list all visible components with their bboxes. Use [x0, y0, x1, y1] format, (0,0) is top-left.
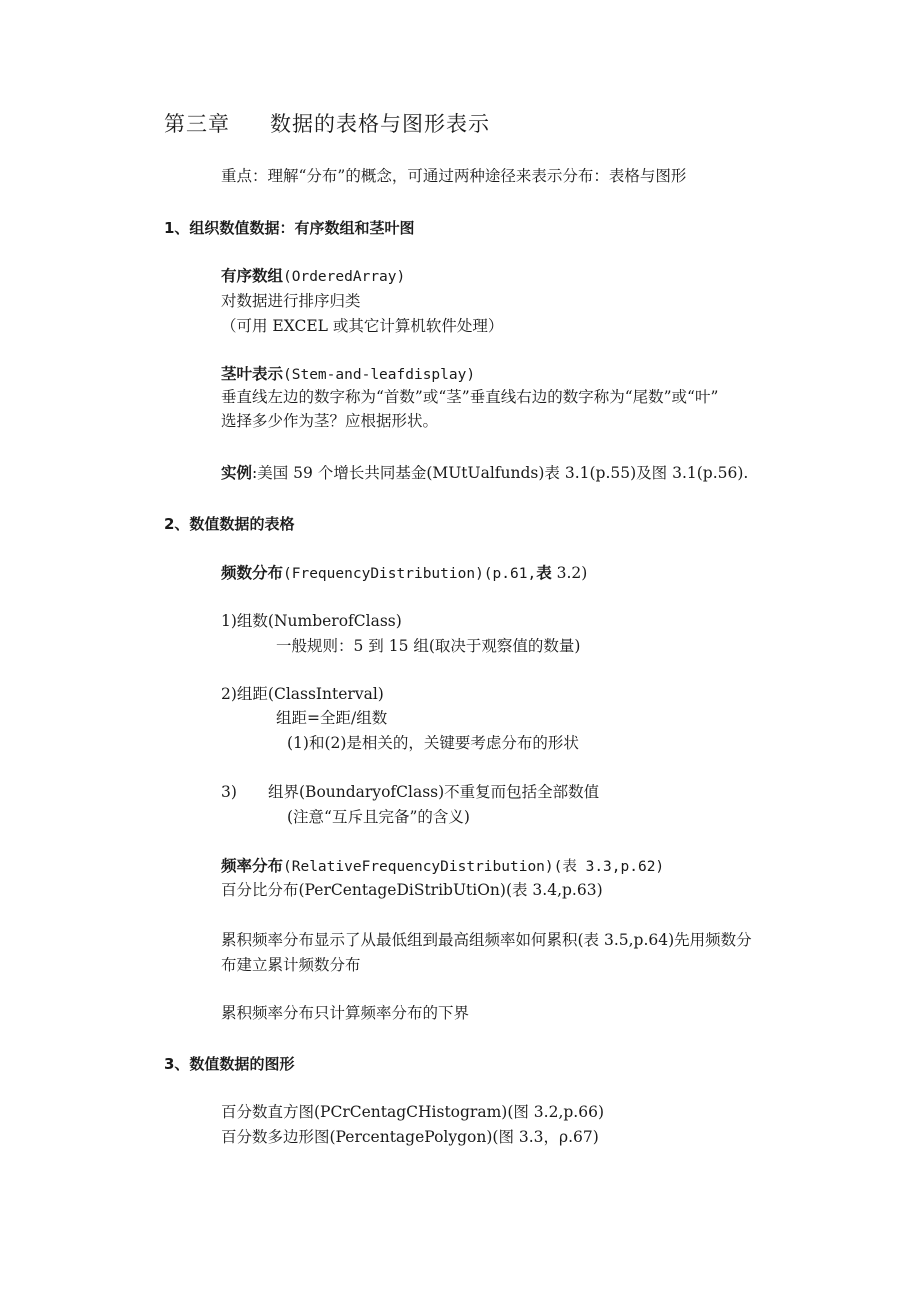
- freq-dist-table-word: 表: [536, 564, 552, 582]
- ordered-array-note: （可用 EXCEL 或其它计算机软件处理）: [221, 317, 504, 335]
- cumulative-note: 累积频率分布只计算频率分布的下界: [221, 1004, 470, 1022]
- relative-freq-line: [221, 855, 664, 878]
- section-3-heading: 3、数值数据的图形: [164, 1055, 295, 1073]
- item-1-label: 1)组数(NumberofClass): [221, 612, 402, 630]
- section-1-heading: 1、组织数值数据：有序数组和茎叶图: [164, 219, 415, 237]
- histogram-line: 百分数直方图(PCrCentagCHistogram)(图 3.2,p.66): [221, 1103, 604, 1121]
- freq-dist-line: [221, 562, 587, 585]
- relative-freq-text: (RelativeFrequencyDistribution)(表 3.3,p.62): [283, 859, 665, 875]
- section-2-heading: 2、数值数据的表格: [164, 515, 295, 533]
- ordered-array-desc: 对数据进行排序归类: [221, 292, 361, 310]
- item-2-label: 2)组距(ClassInterval): [221, 685, 384, 703]
- stem-leaf-en: (Stem-and-leafdisplay): [283, 367, 476, 383]
- freq-dist-table-num: 3.2): [551, 564, 588, 582]
- polygon-line: 百分数多边形图(PercentagePolygon)(图 3.3，ρ.67): [221, 1128, 599, 1146]
- stem-leaf-question: 选择多少作为茎？应根据形状。: [221, 412, 439, 430]
- item-1-rule: 一般规则：5 到 15 组(取决于观察值的数量): [276, 637, 581, 655]
- ordered-array-en: (OrderedArray): [283, 269, 406, 285]
- ordered-array-term: 有序数组: [221, 267, 284, 285]
- stem-leaf-term: 茎叶表示: [221, 365, 284, 383]
- item-2-note: (1)和(2)是相关的，关键要考虑分布的形状: [287, 734, 579, 752]
- cumulative-desc-1: 累积频率分布显示了从最低组到最高组频率如何累积(表 3.5,p.64)先用频数分: [221, 931, 752, 949]
- example-text: :美国 59 个增长共同基金(MUtUalfunds)表 3.1(p.55)及图 3.1(p.56).: [252, 464, 749, 482]
- item-3-number: 3): [221, 783, 237, 801]
- stem-leaf-line: [221, 363, 475, 386]
- relative-freq-term: 频率分布: [221, 857, 284, 875]
- example-term: 实例: [221, 464, 253, 482]
- key-point: 重点：理解“分布”的概念，可通过两种途径来表示分布：表格与图形: [221, 167, 687, 185]
- ordered-array-line: [221, 265, 405, 288]
- example-line: [221, 462, 748, 484]
- chapter-name: 数据的表格与图形表示: [270, 112, 490, 136]
- item-2-formula: 组距=全距/组数: [276, 709, 388, 727]
- freq-dist-term: 频数分布: [221, 564, 284, 582]
- stem-leaf-desc: 垂直线左边的数字称为“首数”或“茎”垂直线右边的数字称为“尾数”或“叶”: [221, 388, 719, 406]
- item-3-note: (注意“互斥且完备”的含义): [287, 808, 470, 826]
- item-3-label: 组界(BoundaryofClass)不重复而包括全部数值: [268, 783, 600, 801]
- freq-dist-text: (FrequencyDistribution)(p.61,: [283, 566, 537, 582]
- chapter-title: [164, 113, 490, 135]
- percentage-dist-line: 百分比分布(PerCentageDiStribUtiOn)(表 3.4,p.63): [221, 881, 603, 899]
- cumulative-desc-2: 布建立累计频数分布: [221, 956, 361, 974]
- chapter-number: 第三章: [164, 112, 230, 136]
